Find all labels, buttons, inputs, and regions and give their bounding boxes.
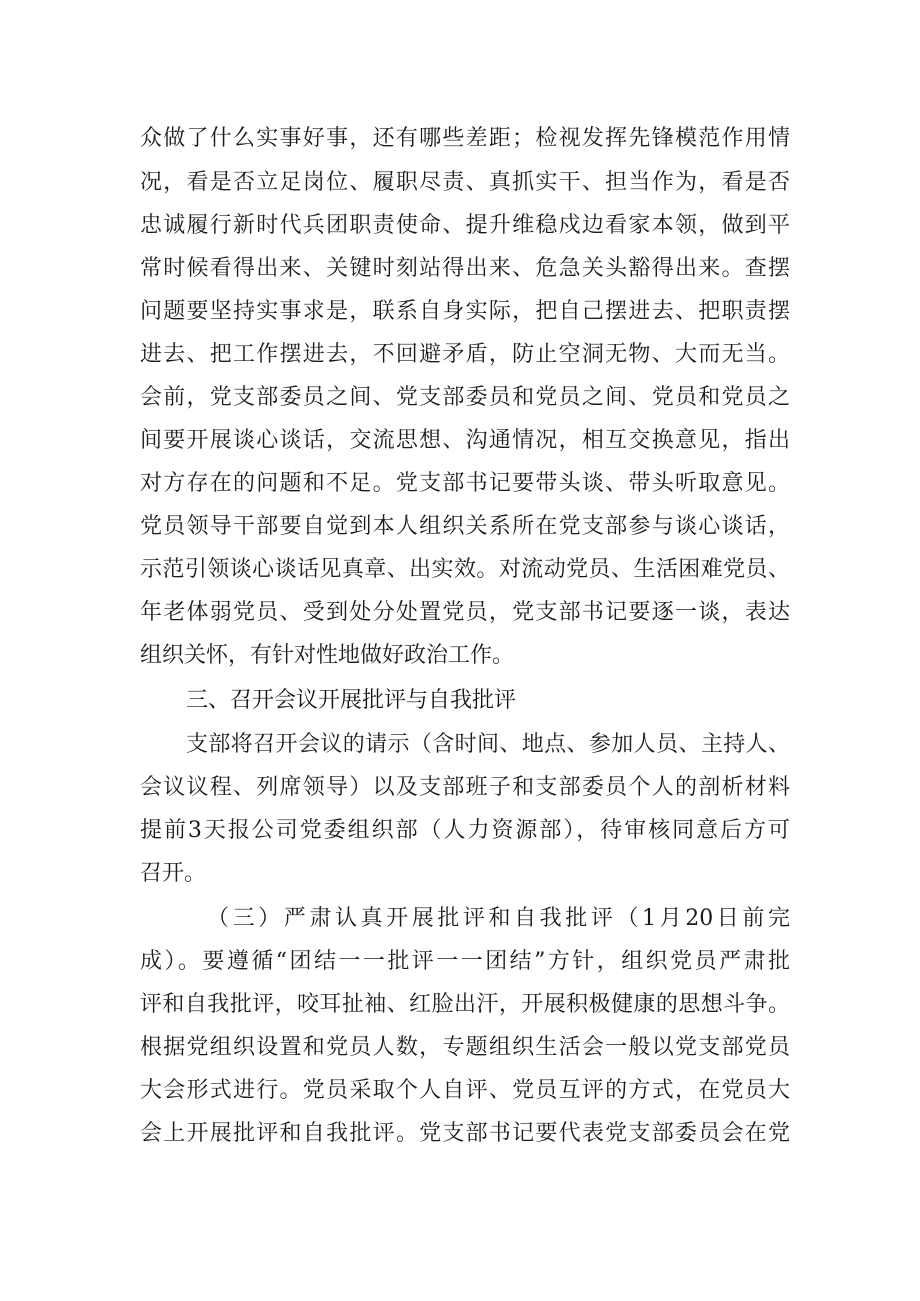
paragraph-line: 忠诚履行新时代兵团职责使命、提升维稳戍边看家本领，做到平 bbox=[140, 213, 790, 238]
paragraph-line: 评和自我批评，咬耳扯袖、红脸出汗，开展积极健康的思想斗争。 bbox=[140, 992, 790, 1017]
paragraph-line: 支部将召开会议的请示（含时间、地点、参加人员、主持人、 bbox=[186, 732, 790, 757]
paragraph-line: 众做了什么实事好事，还有哪些差距；检视发挥先锋模范作用情 bbox=[140, 126, 790, 151]
paragraph-line: 组织关怀，有针对性地做好政治工作。 bbox=[140, 643, 515, 668]
paragraph-line: 会上开展批评和自我批评。党支部书记要代表党支部委员会在党 bbox=[140, 1121, 790, 1146]
paragraph-line: 根据党组织设置和党员人数，专题组织生活会一般以党支部党员 bbox=[140, 1035, 790, 1060]
paragraph-line: （三）严肃认真开展批评和自我批评（1月20日前完 bbox=[207, 906, 790, 931]
paragraph-line: 问题要坚持实事求是，联系自身实际，把自己摆进去、把职责摆 bbox=[140, 299, 790, 324]
paragraph-line: 成）。要遵循“团结一一批评一一团结”方针，组织党员严肃批 bbox=[140, 949, 790, 974]
paragraph-line: 常时候看得出来、关键时刻站得出来、危急关头豁得出来。查摆 bbox=[140, 256, 790, 281]
paragraph-line: 提前3天报公司党委组织部（人力资源部），待审核同意后方可 bbox=[140, 818, 790, 843]
section-heading: 三、召开会议开展批评与自我批评 bbox=[186, 688, 517, 713]
paragraph-line: 间要开展谈心谈话，交流思想、沟通情况，相互交换意见，指出 bbox=[140, 428, 790, 453]
paragraph-line: 进去、把工作摆进去，不回避矛盾，防止空洞无物、大而无当。 bbox=[140, 342, 790, 367]
paragraph-line: 会议议程、列席领导）以及支部班子和支部委员个人的剖析材料 bbox=[140, 775, 790, 800]
paragraph-line: 大会形式进行。党员采取个人自评、党员互评的方式，在党员大 bbox=[140, 1078, 790, 1103]
paragraph-line: 对方存在的问题和不足。党支部书记要带头谈、带头听取意见。 bbox=[140, 471, 790, 496]
paragraph-line: 会前，党支部委员之间、党支部委员和党员之间、党员和党员之 bbox=[140, 385, 790, 410]
paragraph-line: 年老体弱党员、受到处分处置党员，党支部书记要逐一谈，表达 bbox=[140, 600, 790, 625]
paragraph-line: 召开。 bbox=[140, 861, 207, 886]
paragraph-line: 党员领导干部要自觉到本人组织关系所在党支部参与谈心谈话， bbox=[140, 514, 790, 539]
paragraph-line: 况，看是否立足岗位、履职尽责、真抓实干、担当作为，看是否 bbox=[140, 170, 790, 195]
paragraph-line: 示范引领谈心谈话见真章、出实效。对流动党员、生活困难党员、 bbox=[140, 557, 790, 582]
